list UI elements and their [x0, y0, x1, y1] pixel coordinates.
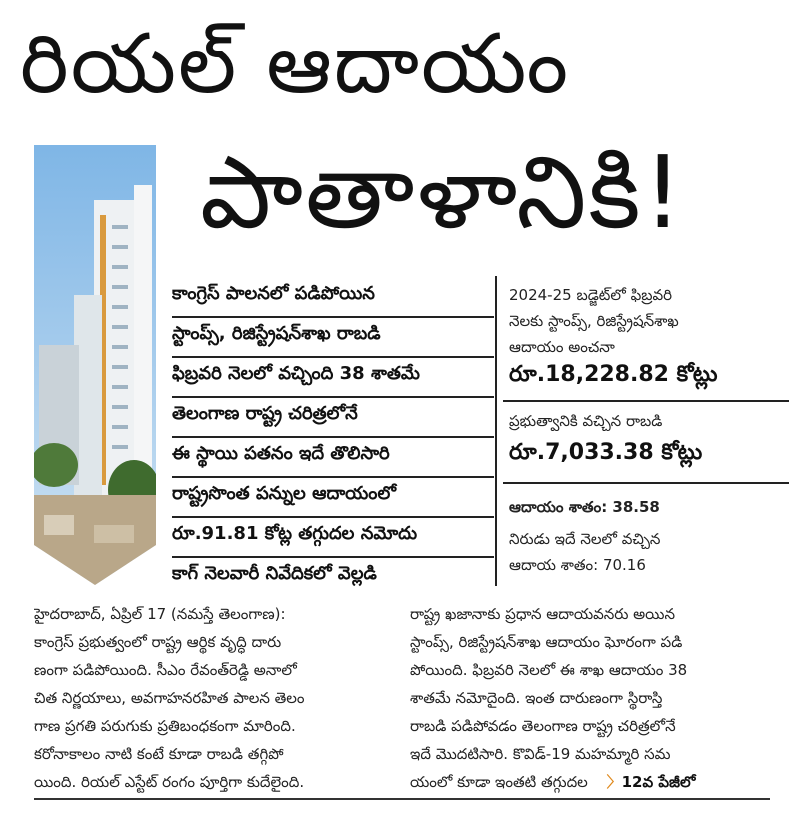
budget-label-line-2: నెలకు స్టాంప్స్, రిజిస్ట్రేషన్‌శాఖ: [509, 312, 679, 330]
divider: [503, 482, 789, 484]
received-label: ప్రభుత్వానికి వచ్చిన రాబడి: [509, 412, 663, 430]
received-amount: రూ.7,033.38 కోట్లు: [509, 440, 703, 465]
chevron-right-icon: 〉: [606, 773, 622, 791]
body-line: రాబడి పడిపోవడం తెలంగాణ రాష్ట్ర చరిత్రలోనే: [410, 717, 676, 735]
highlight-line: కాగ్ నెలవారీ నివేదికలో వెల్లడి: [172, 563, 377, 584]
headline-line-2: పాతాళానికి!: [200, 134, 685, 251]
highlight-line: ఫిబ్రవరి నెలలో వచ్చింది 38 శాతమే: [172, 352, 494, 398]
highlight-line: రూ.91.81 కోట్ల తగ్గుదల నమోదు: [172, 512, 494, 558]
highlight-line: తెలంగాణ రాష్ట్ర చరిత్రలోనే: [172, 392, 494, 438]
budget-amount: రూ.18,228.82 కోట్లు: [509, 362, 718, 387]
body-line: యింది. రియల్ ఎస్టేట్ రంగం పూర్తిగా కుదేలైంది.: [34, 773, 305, 791]
body-line: రాష్ట్ర ఖజానాకు ప్రధాన ఆదాయవనరు అయిన: [410, 605, 675, 623]
continued-link[interactable]: [607, 773, 696, 791]
last-year-line-1: నిరుడు ఇదే నెలలో వచ్చిన: [509, 530, 661, 548]
continued-label: 12వ పేజీలో: [621, 773, 696, 791]
body-line: కాంగ్రెస్ ప్రభుత్వంలో రాష్ట్ర ఆర్థిక వృద్ధి దారు: [34, 633, 282, 651]
body-line: శాతమే నమోదైంది. ఇంత దారుణంగా స్థిరాస్తి: [410, 689, 663, 707]
body-line: హైదరాబాద్, ఏప్రిల్ 17 (నమస్తే తెలంగాణ):: [34, 605, 286, 623]
bottom-divider: [34, 798, 770, 800]
building-photo: [34, 145, 156, 585]
highlight-line: స్టాంప్స్, రిజిస్ట్రేషన్‌శాఖ రాబడి: [172, 312, 494, 358]
stats-box: [495, 276, 789, 586]
body-line: కరోనాకాలం నాటి కంటే కూడా రాబడి తగ్గిపో: [34, 745, 284, 763]
body-line: ణంగా పడిపోయింది. సీఎం రేవంత్‌రెడ్డి అనాలో: [34, 661, 297, 679]
headline-line-1: రియల్ ఆదాయం: [20, 17, 571, 112]
body-line: [410, 768, 770, 796]
highlight-line: ఈ స్థాయి పతనం ఇదే తొలిసారి: [172, 432, 494, 478]
body-line-text: యంలో కూడా ఇంతటి తగ్గుదల: [410, 773, 588, 791]
body-column-1: [34, 600, 394, 796]
divider: [503, 400, 789, 402]
budget-label-line-3: ఆదాయం అంచనా: [509, 338, 615, 356]
body-line: స్టాంప్స్, రిజిస్ట్రేషన్‌శాఖ ఆదాయం ఘోరంగా పడి: [410, 633, 683, 651]
highlight-line: రాష్ట్రసొంత పన్నుల ఆదాయంలో: [172, 472, 494, 518]
last-year-line-2: ఆదాయ శాతం: 70.16: [509, 556, 646, 574]
body-line: పోయింది. ఫిబ్రవరి నెలలో ఈ శాఖ ఆదాయం 38: [410, 661, 688, 679]
body-column-2: [410, 600, 770, 796]
body-line: ఇదే మొదటిసారి. కొవిడ్-19 మహమ్మారి సమ: [410, 745, 671, 763]
percent-label: ఆదాయం శాతం: 38.58: [509, 498, 660, 516]
budget-label-line-1: 2024-25 బడ్జెట్‌లో ఫిబ్రవరి: [509, 286, 673, 304]
body-line: చిత నిర్ణయాలు, అవగాహనరహిత పాలన తెలం: [34, 689, 305, 707]
highlight-line: కాంగ్రెస్ పాలనలో పడిపోయిన: [172, 272, 494, 318]
body-line: గాణ ప్రగతి పరుగుకు ప్రతిబంధకంగా మారింది.: [34, 717, 296, 735]
